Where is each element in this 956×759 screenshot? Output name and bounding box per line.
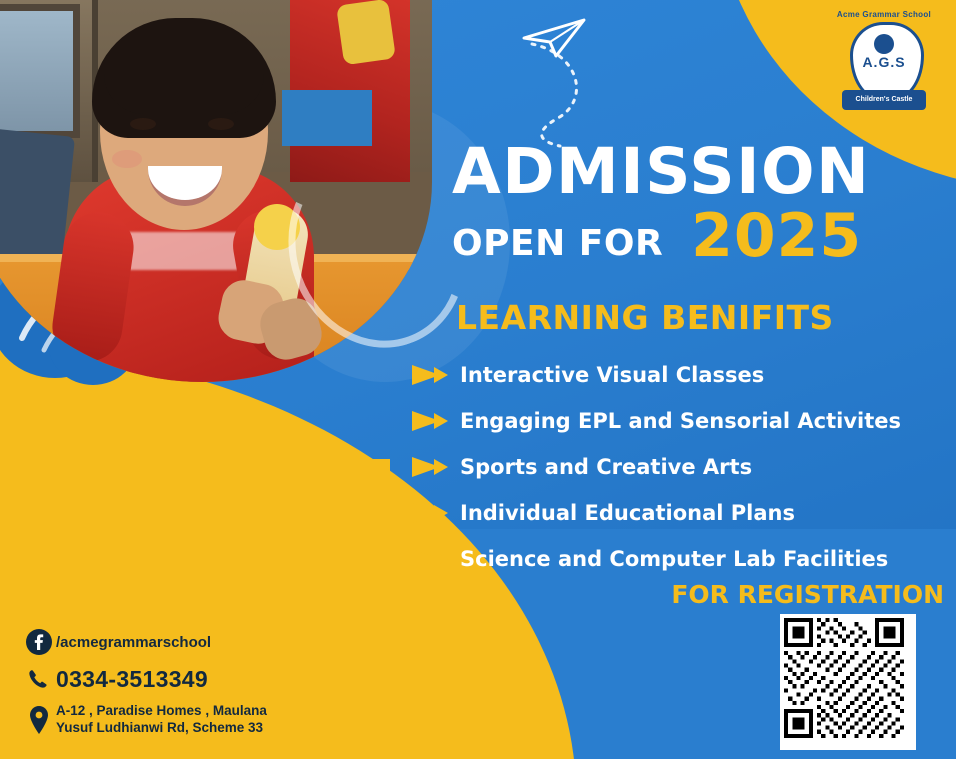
list-item: [410, 490, 930, 536]
phone-row[interactable]: [22, 666, 422, 693]
headline-block: [452, 135, 944, 271]
benefit-label: Individual Educational Plans: [460, 501, 795, 525]
benefits-title: LEARNING BENIFITS: [456, 298, 834, 337]
map-pin-icon: [22, 705, 56, 735]
arrow-bullet-icon: [410, 408, 450, 434]
contact-block: [22, 628, 422, 747]
benefit-label: Interactive Visual Classes: [460, 363, 765, 387]
logo-banner: Children's Castle: [842, 90, 926, 110]
arrow-bullet-icon: [410, 362, 450, 388]
facebook-icon: [22, 628, 56, 656]
benefits-list: [410, 352, 930, 582]
address-line-2: Yusuf Ludhianwi Rd, Scheme 33: [56, 720, 264, 736]
benefit-label: Sports and Creative Arts: [460, 455, 753, 479]
arrow-bullet-icon: [410, 500, 450, 526]
headline-open-for: OPEN FOR: [452, 223, 664, 265]
registration-label: FOR REGISTRATION: [671, 580, 944, 609]
phone-icon: [22, 667, 56, 693]
logo-school-name: Acme Grammar School: [836, 10, 932, 19]
address-text: [56, 703, 267, 737]
logo-initials: A.G.S: [862, 54, 906, 70]
photo-wrapper: [0, 0, 452, 402]
qr-code[interactable]: [780, 614, 916, 750]
arrow-bullet-icon: [410, 454, 450, 480]
headline-admission: ADMISSION: [452, 135, 871, 208]
list-item: [410, 398, 930, 444]
list-item: [410, 444, 930, 490]
benefit-label: Science and Computer Lab Facilities: [460, 547, 889, 571]
facebook-handle: /acmegrammarschool: [56, 633, 212, 651]
address-line-1: A-12 , Paradise Homes , Maulana: [56, 703, 267, 719]
school-logo: [824, 8, 944, 118]
benefit-label: Engaging EPL and Sensorial Activites: [460, 409, 901, 433]
arrow-bullet-icon: [410, 546, 450, 572]
list-item: [410, 536, 930, 582]
facebook-row[interactable]: [22, 628, 422, 656]
phone-number: 0334-3513349: [56, 666, 208, 693]
qr-code-image: [784, 618, 904, 738]
logo-figure-icon: [874, 34, 894, 54]
address-row: [22, 703, 422, 737]
plane-trail-icon: [520, 40, 640, 150]
headline-year: 2025: [691, 201, 863, 271]
list-item: [410, 352, 930, 398]
